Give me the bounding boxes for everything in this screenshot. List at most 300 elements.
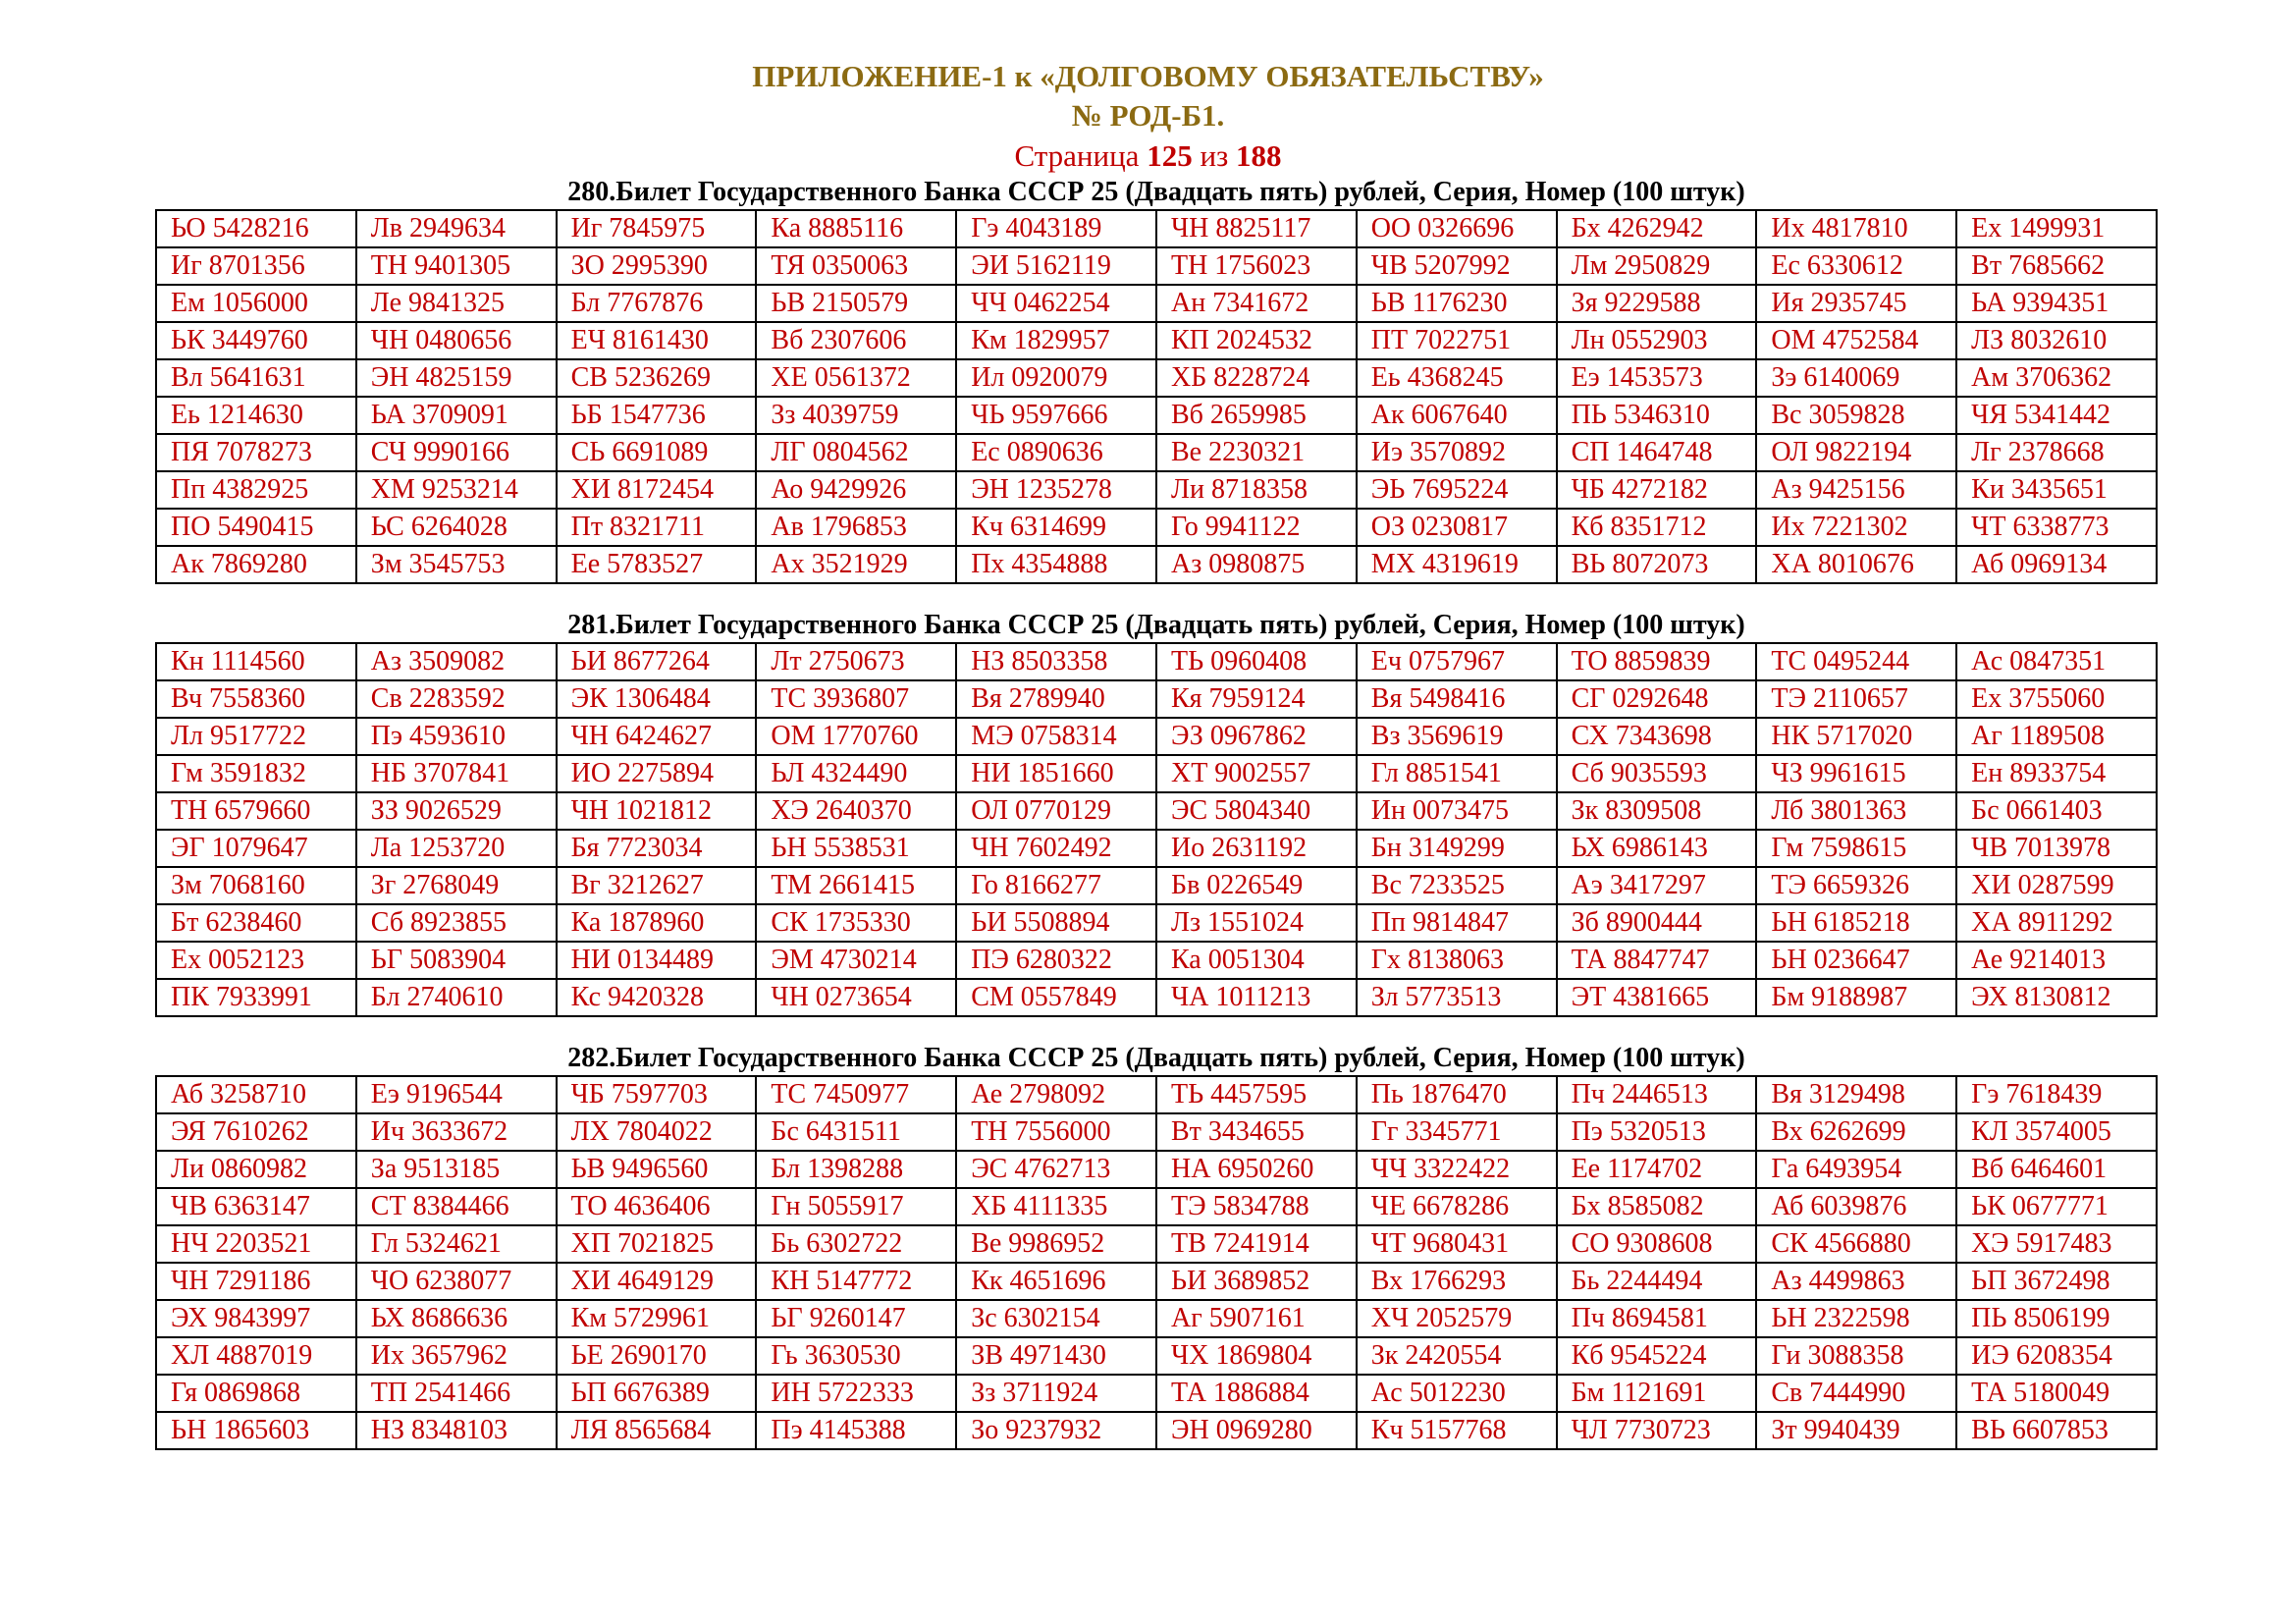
section-title: 282.Билет Государственного Банка СССР 25 (Двадцать пять) рублей, Серия, Номер (100 штук) [567,1043,1745,1073]
serial-number-cell: ЛГ 0804562 [756,434,956,471]
serial-number-cell: Бн 3149299 [1357,830,1557,867]
section-282 [155,1041,2158,1450]
serial-number-cell: ТЬ 4457595 [1156,1076,1357,1113]
serial-number-cell: Аб 6039876 [1756,1188,1956,1225]
serial-number-cell: ЭЗ 0967862 [1156,718,1357,755]
serial-number-cell: Вя 3129498 [1756,1076,1956,1113]
serial-number-cell: КП 2024532 [1156,322,1357,359]
serial-number-cell: Ех 0052123 [156,942,356,979]
serial-number-cell: Ве 2230321 [1156,434,1357,471]
serial-number-cell: Ил 0920079 [956,359,1156,397]
serial-number-cell: Кя 7959124 [1156,680,1357,718]
serial-number-cell: Ах 3521929 [756,546,956,583]
serial-number-cell: ЭК 1306484 [557,680,757,718]
serial-number-cell: ЭХ 9843997 [156,1300,356,1337]
serial-number-cell: Лг 2378668 [1956,434,2157,471]
serial-number-cell: ЬЛ 4324490 [756,755,956,792]
serial-number-cell: ЧЧ 3322422 [1357,1151,1557,1188]
serial-number-cell: Бь 6302722 [756,1225,956,1263]
serial-number-cell: Ес 0890636 [956,434,1156,471]
table-row [156,247,2157,285]
serial-number-cell: Ав 1796853 [756,509,956,546]
serial-number-cell: НЧ 2203521 [156,1225,356,1263]
serial-number-cell: Ли 0860982 [156,1151,356,1188]
serial-number-cell: НБ 3707841 [356,755,557,792]
table-row [156,434,2157,471]
serial-number-cell: За 9513185 [356,1151,557,1188]
serial-number-cell: Бм 9188987 [1756,979,1956,1016]
serial-number-cell: ХТ 9002557 [1156,755,1357,792]
serial-number-cell: ПО 5490415 [156,509,356,546]
serial-number-cell: ОЛ 0770129 [956,792,1156,830]
serial-number-cell: ЧЯ 5341442 [1956,397,2157,434]
serial-number-cell: ТМ 2661415 [756,867,956,904]
serial-number-cell: Аз 0980875 [1156,546,1357,583]
serial-number-cell: Аб 0969134 [1956,546,2157,583]
table-row [156,942,2157,979]
serial-number-cell: Бс 0661403 [1956,792,2157,830]
serial-number-cell: ЧН 0480656 [356,322,557,359]
serial-number-cell: СТ 8384466 [356,1188,557,1225]
serial-number-cell: Св 7444990 [1756,1375,1956,1412]
serial-number-cell: ЬП 3672498 [1956,1263,2157,1300]
serial-number-cell: Еэ 1453573 [1557,359,1757,397]
serial-number-cell: ХЧ 2052579 [1357,1300,1557,1337]
serial-number-cell: Зм 7068160 [156,867,356,904]
serial-number-cell: НК 5717020 [1756,718,1956,755]
serial-number-cell: Бс 6431511 [756,1113,956,1151]
serial-number-cell: Лб 3801363 [1756,792,1956,830]
serial-number-cell: ПК 7933991 [156,979,356,1016]
serial-number-cell: ТС 3936807 [756,680,956,718]
serial-number-cell: ЧН 7291186 [156,1263,356,1300]
serial-number-cell: Ги 3088358 [1756,1337,1956,1375]
serial-number-cell: Зэ 6140069 [1756,359,1956,397]
serial-number-cell: ТА 5180049 [1956,1375,2157,1412]
table-row [156,1225,2157,1263]
serial-number-cell: Бя 7723034 [557,830,757,867]
serial-number-cell: Ех 1499931 [1956,210,2157,247]
serial-number-cell: СК 1735330 [756,904,956,942]
serial-number-cell: ИН 5722333 [756,1375,956,1412]
serial-number-cell: Ен 8933754 [1956,755,2157,792]
serial-number-cell: ЭМ 4730214 [756,942,956,979]
serial-number-cell: Бв 0226549 [1156,867,1357,904]
serial-number-cell: Зт 9940439 [1756,1412,1956,1449]
serial-number-cell: Гэ 7618439 [1956,1076,2157,1113]
serial-number-cell: ЬП 6676389 [557,1375,757,1412]
serial-number-cell: Ак 6067640 [1357,397,1557,434]
serial-number-cell: ЬН 0236647 [1756,942,1956,979]
serial-number-cell: ХИ 0287599 [1956,867,2157,904]
table-row [156,1188,2157,1225]
serial-number-cell: ТН 9401305 [356,247,557,285]
serial-number-cell: Кб 8351712 [1557,509,1757,546]
serial-number-cell: ОЛ 9822194 [1756,434,1956,471]
serial-number-cell: ЬБ 1547736 [557,397,757,434]
serial-number-cell: Иг 7845975 [557,210,757,247]
serial-number-cell: Ин 0073475 [1357,792,1557,830]
serial-number-cell: СМ 0557849 [956,979,1156,1016]
table-row [156,792,2157,830]
serial-number-cell: ОМ 4752584 [1756,322,1956,359]
serial-number-cell: ХА 8010676 [1756,546,1956,583]
serial-number-cell: ТЯ 0350063 [756,247,956,285]
serial-number-cell: ИО 2275894 [557,755,757,792]
serial-number-cell: ОМ 1770760 [756,718,956,755]
serial-number-cell: СХ 7343698 [1557,718,1757,755]
table-row [156,1337,2157,1375]
serial-number-cell: НЗ 8503358 [956,643,1156,680]
serial-number-cell: КН 5147772 [756,1263,956,1300]
table-row [156,1076,2157,1113]
serial-number-cell: ЬВ 2150579 [756,285,956,322]
serial-number-cell: ЧЧ 0462254 [956,285,1156,322]
page-total: 188 [1236,138,1282,173]
serial-number-cell: МХ 4319619 [1357,546,1557,583]
serial-number-cell: ЬА 3709091 [356,397,557,434]
serial-number-cell: ЬВ 1176230 [1357,285,1557,322]
serial-number-cell: Зз 4039759 [756,397,956,434]
serial-number-cell: ЬН 2322598 [1756,1300,1956,1337]
serial-number-cell: ЬХ 6986143 [1557,830,1757,867]
serial-number-cell: ЬО 5428216 [156,210,356,247]
serial-number-cell: Пч 2446513 [1557,1076,1757,1113]
serial-number-cell: Гл 8851541 [1357,755,1557,792]
serial-number-cell: Пь 1876470 [1357,1076,1557,1113]
serial-number-cell: ЬК 0677771 [1956,1188,2157,1225]
serial-number-cell: ЭН 0969280 [1156,1412,1357,1449]
serial-number-cell: ПЬ 8506199 [1956,1300,2157,1337]
serial-number-cell: Ла 1253720 [356,830,557,867]
serial-number-cell: Го 9941122 [1156,509,1357,546]
serial-number-cell: СВ 5236269 [557,359,757,397]
serial-number-cell: Бь 2244494 [1557,1263,1757,1300]
serial-number-cell: Их 4817810 [1756,210,1956,247]
serial-number-cell: Ем 1056000 [156,285,356,322]
serial-number-cell: ХЕ 0561372 [756,359,956,397]
serial-number-cell: Вб 6464601 [1956,1151,2157,1188]
table-row [156,471,2157,509]
serial-number-cell: Лл 9517722 [156,718,356,755]
serial-number-cell: НЗ 8348103 [356,1412,557,1449]
serial-number-cell: ВЬ 6607853 [1956,1412,2157,1449]
serial-number-cell: Вя 5498416 [1357,680,1557,718]
serial-number-cell: СГ 0292648 [1557,680,1757,718]
serial-number-cell: Вя 2789940 [956,680,1156,718]
serial-number-cell: СК 4566880 [1756,1225,1956,1263]
page-of-label: из [1200,138,1229,173]
serial-number-cell: ПЬ 5346310 [1557,397,1757,434]
table-row [156,322,2157,359]
serial-number-cell: ТП 2541466 [356,1375,557,1412]
serial-number-cell: КЛ 3574005 [1956,1113,2157,1151]
serial-number-cell: Вх 6262699 [1756,1113,1956,1151]
serial-number-cell: Ее 1174702 [1557,1151,1757,1188]
serial-number-cell: Сб 8923855 [356,904,557,942]
serial-number-cell: Вч 7558360 [156,680,356,718]
serial-number-cell: Ех 3755060 [1956,680,2157,718]
serial-number-cell: ЛХ 7804022 [557,1113,757,1151]
serial-number-cell: ЭС 4762713 [956,1151,1156,1188]
serial-number-cell: ЧЬ 9597666 [956,397,1156,434]
serial-number-cell: ХИ 4649129 [557,1263,757,1300]
table-row [156,680,2157,718]
serial-number-cell: Кк 4651696 [956,1263,1156,1300]
serial-number-cell: Ия 2935745 [1756,285,1956,322]
serial-number-cell: ЧВ 6363147 [156,1188,356,1225]
serial-number-cell: Иг 8701356 [156,247,356,285]
serial-number-cell: Вх 1766293 [1357,1263,1557,1300]
serial-number-cell: Гл 5324621 [356,1225,557,1263]
table-row [156,904,2157,942]
serial-number-cell: Гь 3630530 [756,1337,956,1375]
serial-number-cell: ЧЛ 7730723 [1557,1412,1757,1449]
serial-number-cell: ЬН 5538531 [756,830,956,867]
section-280 [155,175,2158,584]
serial-number-cell: ЧО 6238077 [356,1263,557,1300]
table-row [156,1113,2157,1151]
serial-number-cell: ТО 4636406 [557,1188,757,1225]
serial-number-cell: ТС 7450977 [756,1076,956,1113]
serial-number-cell: Ли 8718358 [1156,471,1357,509]
table-row [156,1151,2157,1188]
section-title: 281.Билет Государственного Банка СССР 25 (Двадцать пять) рублей, Серия, Номер (100 штук) [567,610,1745,640]
serial-number-cell: ЬГ 9260147 [756,1300,956,1337]
serial-number-cell: ЗВ 4971430 [956,1337,1156,1375]
serial-number-cell: ЧЕ 6678286 [1357,1188,1557,1225]
serial-number-cell: Пэ 5320513 [1557,1113,1757,1151]
table-row [156,1263,2157,1300]
serial-number-cell: Ак 7869280 [156,546,356,583]
serial-number-cell: Ве 9986952 [956,1225,1156,1263]
serial-number-cell: Аб 3258710 [156,1076,356,1113]
serial-number-cell: ВЬ 8072073 [1557,546,1757,583]
serial-number-cell: СП 1464748 [1557,434,1757,471]
serial-number-cell: ЧБ 7597703 [557,1076,757,1113]
serial-number-cell: Гэ 4043189 [956,210,1156,247]
table-row [156,643,2157,680]
serial-number-cell: Аэ 3417297 [1557,867,1757,904]
table-row [156,867,2157,904]
serial-number-cell: Лм 2950829 [1557,247,1757,285]
serial-number-cell: ЬИ 5508894 [956,904,1156,942]
table-row [156,397,2157,434]
serial-number-cell: ЧА 1011213 [1156,979,1357,1016]
serial-number-cell: ЧН 6424627 [557,718,757,755]
serial-number-cell: ТВ 7241914 [1156,1225,1357,1263]
serial-number-cell: ЭХ 8130812 [1956,979,2157,1016]
serial-number-cell: ТЭ 2110657 [1756,680,1956,718]
serial-number-cell: Лт 2750673 [756,643,956,680]
serial-number-cell: ХП 7021825 [557,1225,757,1263]
table-row [156,210,2157,247]
serial-number-cell: Зб 8900444 [1557,904,1757,942]
serial-number-cell: ЬГ 5083904 [356,942,557,979]
serial-number-cell: ТЭ 5834788 [1156,1188,1357,1225]
serial-number-cell: ЧН 1021812 [557,792,757,830]
serial-number-cell: СЬ 6691089 [557,434,757,471]
serial-number-cell: Ич 3633672 [356,1113,557,1151]
serial-number-cell: Аз 4499863 [1756,1263,1956,1300]
table-row [156,546,2157,583]
serial-number-cell: ЧХ 1869804 [1156,1337,1357,1375]
serial-number-cell: ТН 7556000 [956,1113,1156,1151]
section-281 [155,608,2158,1017]
banknote-table [155,642,2158,1017]
serial-number-cell: ХБ 8228724 [1156,359,1357,397]
serial-number-cell: ЬК 3449760 [156,322,356,359]
serial-number-cell: ТЭ 6659326 [1756,867,1956,904]
serial-number-cell: ЬС 6264028 [356,509,557,546]
banknote-table [155,209,2158,584]
serial-number-cell: ЬН 6185218 [1756,904,1956,942]
serial-number-cell: ЭС 5804340 [1156,792,1357,830]
serial-number-cell: ТС 0495244 [1756,643,1956,680]
serial-number-cell: ЭГ 1079647 [156,830,356,867]
appendix-title: ПРИЛОЖЕНИЕ-1 к «ДОЛГОВОМУ ОБЯЗАТЕЛЬСТВУ» [752,59,1544,93]
serial-number-cell: Пэ 4145388 [756,1412,956,1449]
serial-number-cell: СЧ 9990166 [356,434,557,471]
serial-number-cell: Кб 9545224 [1557,1337,1757,1375]
serial-number-cell: ЧТ 9680431 [1357,1225,1557,1263]
document-header [0,57,2296,177]
serial-number-cell: Зо 9237932 [956,1412,1156,1449]
serial-number-cell: ПЯ 7078273 [156,434,356,471]
serial-number-cell: Вт 3434655 [1156,1113,1357,1151]
serial-number-cell: ХА 8911292 [1956,904,2157,942]
serial-number-cell: Зя 9229588 [1557,285,1757,322]
serial-number-cell: ЭН 4825159 [356,359,557,397]
serial-number-cell: Их 3657962 [356,1337,557,1375]
serial-number-cell: ПЭ 6280322 [956,942,1156,979]
serial-number-cell: ТА 8847747 [1557,942,1757,979]
serial-number-cell: Бх 4262942 [1557,210,1757,247]
serial-number-cell: ТА 1886884 [1156,1375,1357,1412]
serial-number-cell: Вт 7685662 [1956,247,2157,285]
serial-number-cell: Аг 5907161 [1156,1300,1357,1337]
serial-number-cell: ЗО 2995390 [557,247,757,285]
serial-number-cell: Го 8166277 [956,867,1156,904]
serial-number-cell: Кс 9420328 [557,979,757,1016]
serial-number-cell: ТН 1756023 [1156,247,1357,285]
serial-number-cell: Вб 2307606 [756,322,956,359]
table-row [156,509,2157,546]
page-label: Страница [1014,138,1140,173]
serial-number-cell: Лв 2949634 [356,210,557,247]
serial-number-cell: Вс 7233525 [1357,867,1557,904]
serial-number-cell: Еэ 9196544 [356,1076,557,1113]
serial-number-cell: Вг 3212627 [557,867,757,904]
serial-number-cell: Бл 1398288 [756,1151,956,1188]
document-number: № РОД-Б1. [1071,98,1225,133]
serial-number-cell: Бх 8585082 [1557,1188,1757,1225]
serial-number-cell: ХИ 8172454 [557,471,757,509]
serial-number-cell: Пт 8321711 [557,509,757,546]
table-row [156,359,2157,397]
serial-number-cell: Еч 0757967 [1357,643,1557,680]
serial-number-cell: ЧВ 7013978 [1956,830,2157,867]
serial-number-cell: Лз 1551024 [1156,904,1357,942]
serial-number-cell: Кч 5157768 [1357,1412,1557,1449]
serial-number-cell: ТО 8859839 [1557,643,1757,680]
serial-number-cell: ЭИ 5162119 [956,247,1156,285]
table-row [156,830,2157,867]
page-indicator [0,135,2296,177]
serial-number-cell: Пч 8694581 [1557,1300,1757,1337]
serial-number-cell: Пп 9814847 [1357,904,1557,942]
serial-number-cell: ЧН 0273654 [756,979,956,1016]
section-title: 280.Билет Государственного Банка СССР 25 (Двадцать пять) рублей, Серия, Номер (100 штук) [567,177,1745,207]
serial-number-cell: Га 6493954 [1756,1151,1956,1188]
serial-number-cell: Зз 3711924 [956,1375,1156,1412]
table-row [156,285,2157,322]
serial-number-cell: Гм 7598615 [1756,830,1956,867]
serial-number-cell: ЭН 1235278 [956,471,1156,509]
serial-number-cell: ЕЧ 8161430 [557,322,757,359]
table-row [156,1300,2157,1337]
serial-number-cell: ИЭ 6208354 [1956,1337,2157,1375]
serial-number-cell: ЧБ 4272182 [1557,471,1757,509]
serial-number-cell: ЬИ 8677264 [557,643,757,680]
serial-number-cell: Зм 3545753 [356,546,557,583]
serial-number-cell: Бт 6238460 [156,904,356,942]
serial-number-cell: Лн 0552903 [1557,322,1757,359]
serial-number-cell: СО 9308608 [1557,1225,1757,1263]
serial-number-cell: Вл 5641631 [156,359,356,397]
serial-number-cell: ЧН 7602492 [956,830,1156,867]
serial-number-cell: МЭ 0758314 [956,718,1156,755]
serial-number-cell: ЬИ 3689852 [1156,1263,1357,1300]
serial-number-cell: ЬХ 8686636 [356,1300,557,1337]
serial-number-cell: ХМ 9253214 [356,471,557,509]
serial-number-cell: Пп 4382925 [156,471,356,509]
serial-number-cell: ОО 0326696 [1357,210,1557,247]
serial-number-cell: ЬЕ 2690170 [557,1337,757,1375]
serial-number-cell: ХЭ 5917483 [1956,1225,2157,1263]
serial-number-cell: Ка 0051304 [1156,942,1357,979]
serial-number-cell: ЗЗ 9026529 [356,792,557,830]
serial-number-cell: НА 6950260 [1156,1151,1357,1188]
serial-number-cell: ХБ 4111335 [956,1188,1156,1225]
serial-number-cell: Кн 1114560 [156,643,356,680]
serial-number-cell: Аг 1189508 [1956,718,2157,755]
serial-number-cell: Вс 3059828 [1756,397,1956,434]
serial-number-cell: Гм 3591832 [156,755,356,792]
serial-number-cell: ТЬ 0960408 [1156,643,1357,680]
serial-number-cell: Ее 5783527 [557,546,757,583]
serial-number-cell: ХЛ 4887019 [156,1337,356,1375]
table-row [156,755,2157,792]
serial-number-cell: Ка 8885116 [756,210,956,247]
serial-number-cell: ЛЗ 8032610 [1956,322,2157,359]
serial-number-cell: Гх 8138063 [1357,942,1557,979]
serial-number-cell: Еь 4368245 [1357,359,1557,397]
serial-number-cell: Ле 9841325 [356,285,557,322]
table-row [156,1412,2157,1449]
serial-number-cell: ОЗ 0230817 [1357,509,1557,546]
serial-number-cell: Ан 7341672 [1156,285,1357,322]
serial-number-cell: Ао 9429926 [756,471,956,509]
serial-number-cell: ЧТ 6338773 [1956,509,2157,546]
serial-number-cell: Бл 7767876 [557,285,757,322]
serial-number-cell: ЭЯ 7610262 [156,1113,356,1151]
serial-number-cell: Пх 4354888 [956,546,1156,583]
serial-number-cell: ХЭ 2640370 [756,792,956,830]
serial-number-cell: Км 5729961 [557,1300,757,1337]
serial-number-cell: Св 2283592 [356,680,557,718]
serial-number-cell: Ам 3706362 [1956,359,2157,397]
